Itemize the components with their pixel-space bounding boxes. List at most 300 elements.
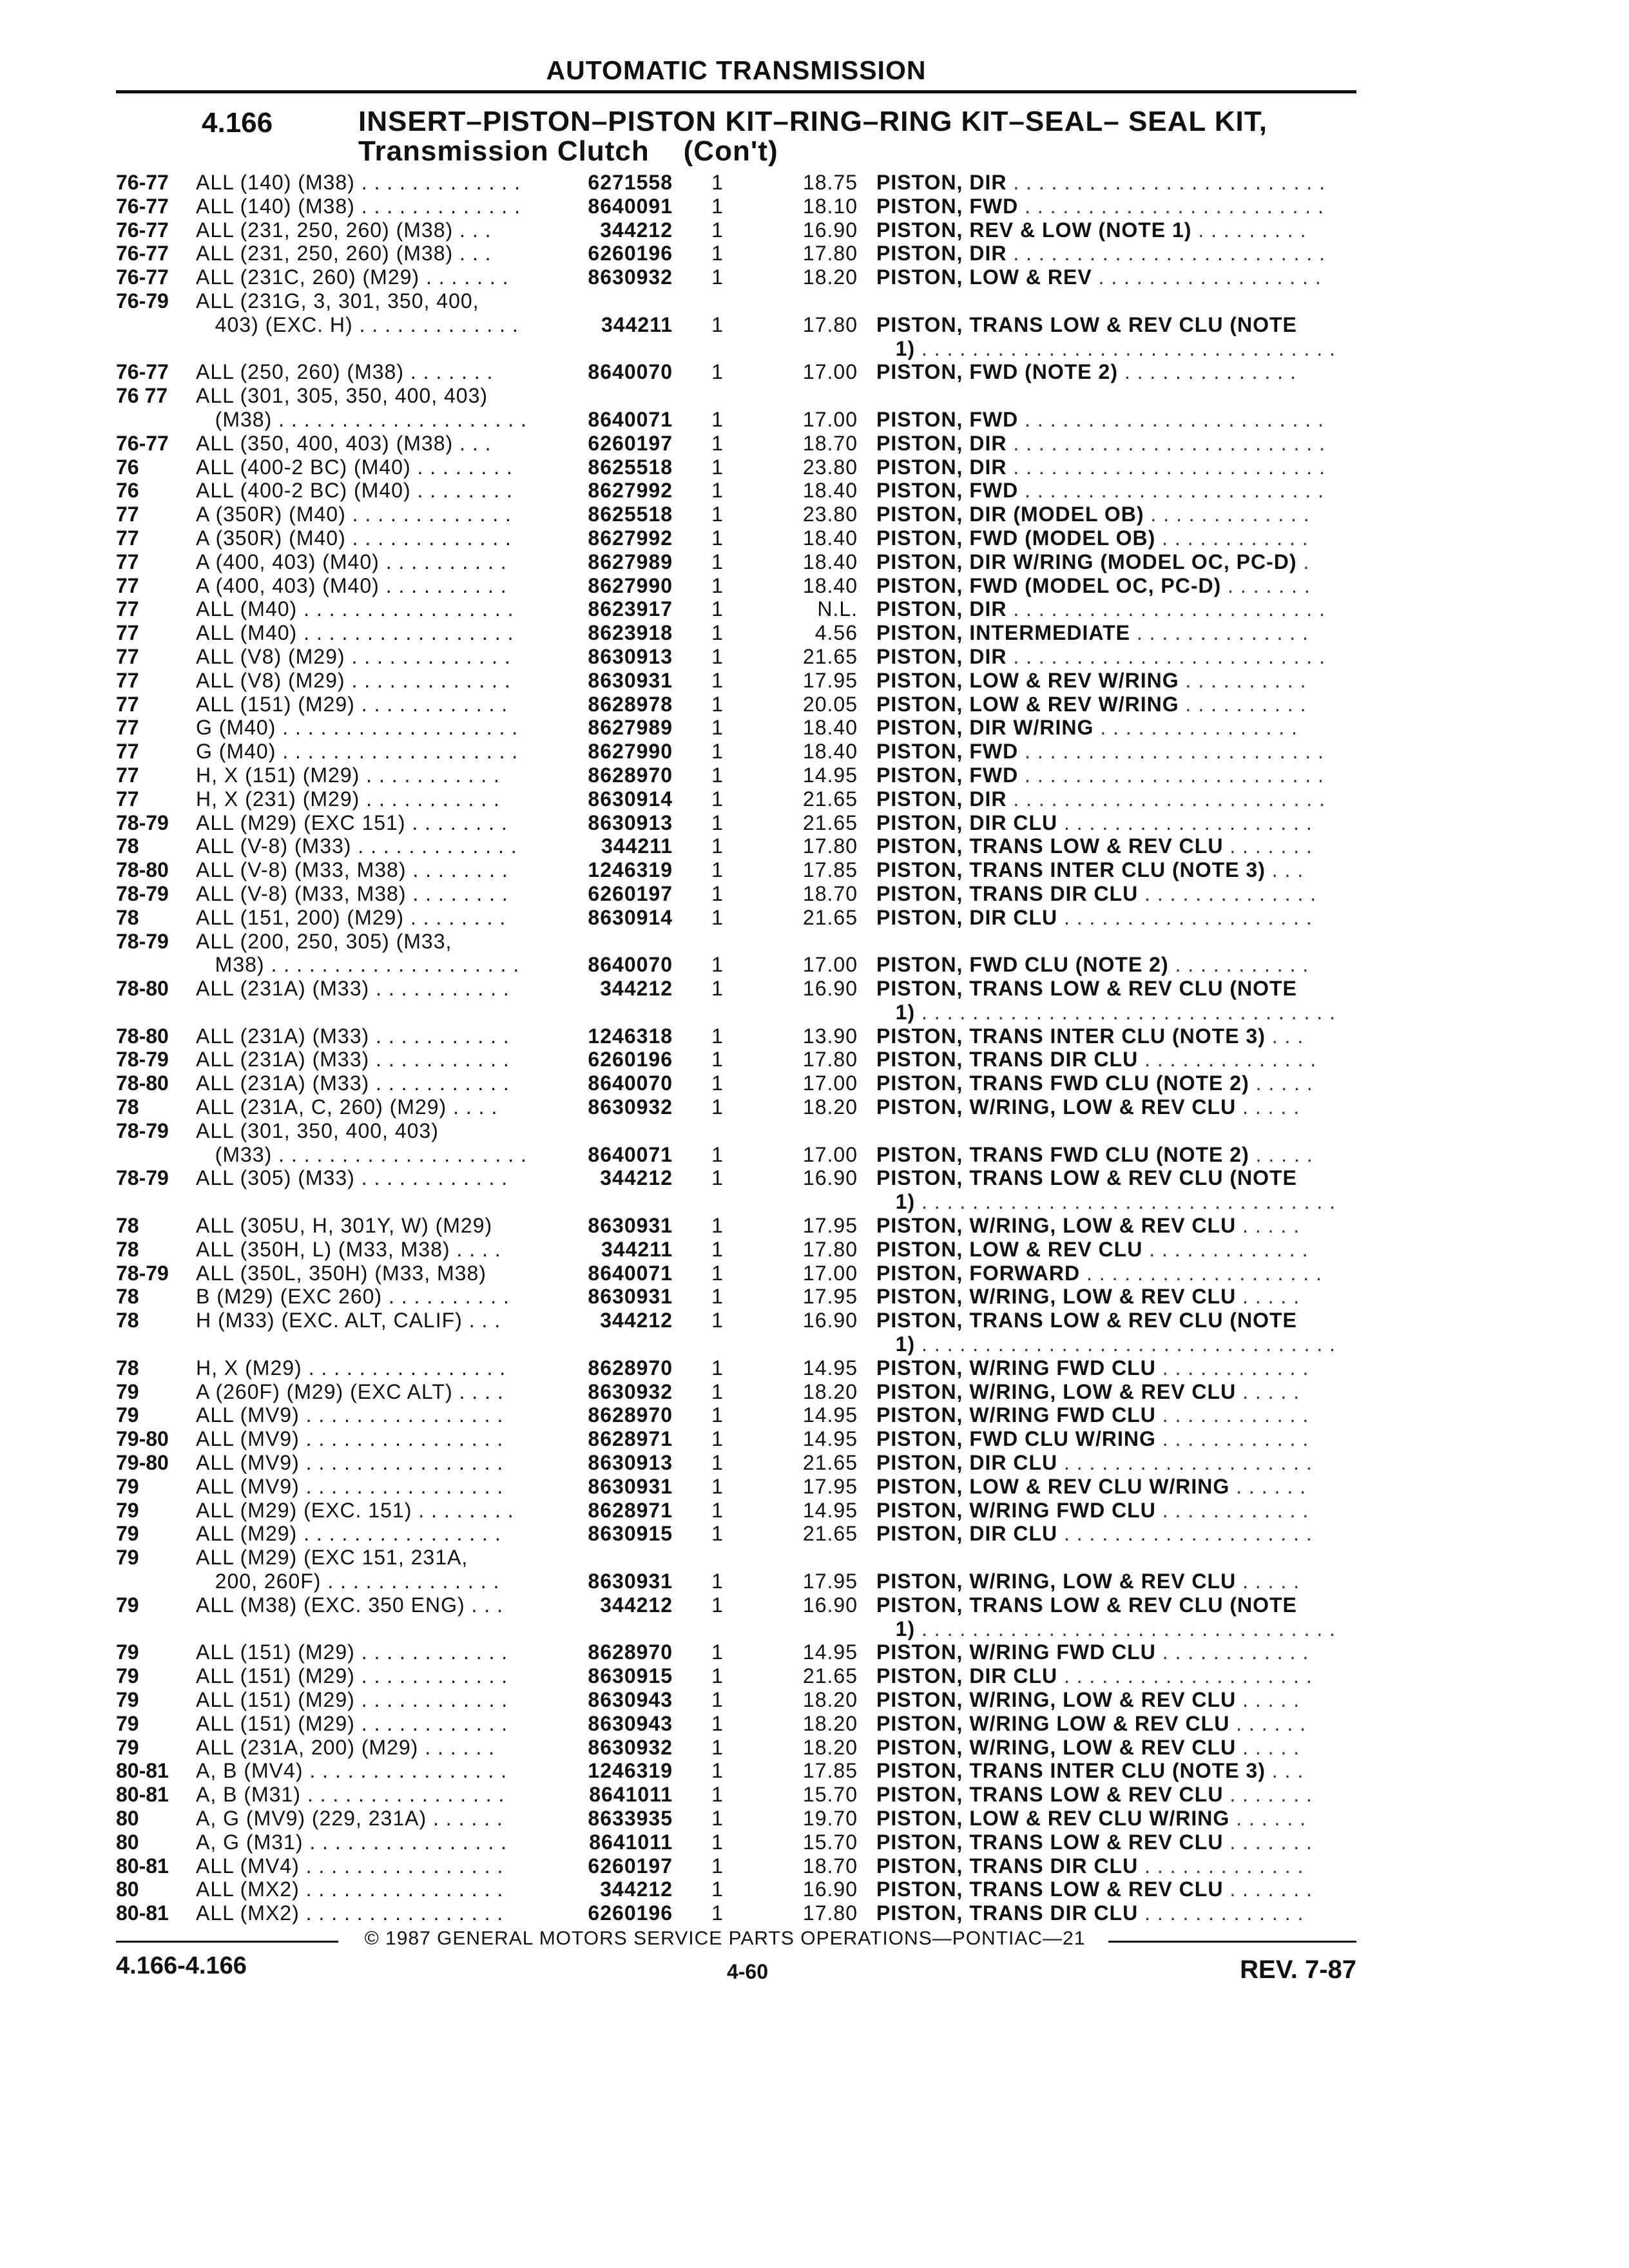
application-cell: A (400, 403) (M40) . . . . . . . . . . (196, 573, 507, 597)
description-leader: . . . . . . . . . (1191, 218, 1307, 242)
price-cell: 16.90 (802, 1878, 858, 1901)
year-cell: 77 (116, 550, 139, 573)
description-cell (876, 195, 1356, 218)
application-cell: G (M40) . . . . . . . . . . . . . . . . . . . (196, 716, 519, 740)
description-leader: . . . (1265, 1024, 1304, 1048)
quantity-cell: 1 (711, 1640, 723, 1664)
application-cell: ALL (200, 250, 305) (M33, (196, 929, 452, 953)
quantity-cell: 1 (711, 1522, 723, 1546)
quantity-cell: 1 (711, 953, 723, 977)
description-cell (876, 1048, 1356, 1072)
description-cell (876, 858, 1356, 882)
application-cell: ALL (M40) . . . . . . . . . . . . . . . . . (196, 597, 514, 621)
description-cell (876, 1190, 1356, 1214)
price-cell: 18.20 (802, 1688, 858, 1711)
application-cell: ALL (231A, C, 260) (M29) . . . . (196, 1095, 498, 1119)
description-cell (876, 1688, 1356, 1712)
year-cell: 76-77 (116, 242, 169, 265)
description-text: PISTON, DIR (876, 171, 1007, 194)
year-cell: 76-77 (116, 431, 169, 455)
price-cell: 18.20 (802, 265, 858, 289)
quantity-cell: 1 (711, 1024, 723, 1048)
table-row (0, 1214, 1629, 1238)
description-text: PISTON, LOW & REV CLU (876, 1237, 1143, 1261)
table-row (0, 1262, 1629, 1285)
price-cell: 18.40 (802, 526, 858, 550)
table-row (0, 218, 1629, 242)
description-leader: . . . . . . (1229, 1806, 1306, 1830)
quantity-cell: 1 (711, 1427, 723, 1451)
description-leader: . . . . . . . . . . . . (1155, 1403, 1309, 1427)
price-cell: 17.80 (802, 1048, 858, 1072)
quantity-cell: 1 (711, 1854, 723, 1878)
part-number-cell: 344212 (600, 1878, 673, 1901)
description-text: PISTON, TRANS DIR CLU (876, 1901, 1139, 1925)
year-cell: 78-80 (116, 1024, 169, 1048)
table-row (0, 693, 1629, 716)
year-cell: 78-80 (116, 858, 169, 882)
quantity-cell: 1 (711, 1451, 723, 1475)
description-cell (876, 1214, 1356, 1238)
description-text: PISTON, TRANS DIR CLU (876, 881, 1139, 905)
year-cell: 80 (116, 1830, 139, 1854)
quantity-cell: 1 (711, 668, 723, 692)
price-cell: 18.75 (802, 171, 858, 194)
year-cell: 78-79 (116, 881, 169, 905)
application-cell: ALL (M38) (EXC. 350 ENG) . . . (196, 1593, 503, 1617)
price-cell: 18.40 (802, 716, 858, 740)
description-leader: . . . . . . . . . . . . . . . . . . . . (1057, 1522, 1313, 1546)
year-cell: 80 (116, 1878, 139, 1901)
description-leader: . . . . . . . . . . . . . . . . . . . . . . . . (1018, 479, 1324, 503)
table-row (0, 313, 1629, 337)
description-leader: . . . . . . . (1223, 1878, 1313, 1901)
part-number-cell: 8623918 (588, 621, 673, 645)
price-cell: 17.95 (802, 1214, 858, 1238)
description-cell (876, 1285, 1356, 1309)
table-row (0, 1024, 1629, 1048)
table-row (0, 479, 1629, 503)
description-cell (876, 503, 1356, 526)
description-cell (876, 550, 1356, 574)
description-leader: . . . . . . . . . . . . . (1138, 1901, 1304, 1925)
description-leader: . . . . . . . . . . . . . . (1117, 360, 1296, 384)
quantity-cell: 1 (711, 218, 723, 242)
description-cell (876, 1356, 1356, 1380)
description-leader: . . . . . . . . . . . . . . . . . . . . . . . . . . . . . . . . . (915, 1617, 1336, 1640)
description-text: PISTON, DIR (876, 455, 1007, 479)
table-row (0, 289, 1629, 313)
part-number-cell: 8628970 (588, 1403, 673, 1427)
description-leader: . . . . . . . . . . . . . . . . . . . . (1057, 1664, 1313, 1688)
description-leader: . . . . . . . . . . . . (1155, 1427, 1309, 1451)
price-cell: 17.95 (802, 1285, 858, 1309)
description-leader: . . . . . . . . . . . . . . . . . . . . . . . . (1018, 194, 1324, 218)
table-row (0, 384, 1629, 408)
description-cell (876, 1427, 1356, 1451)
year-cell: 78-79 (116, 811, 169, 834)
description-cell (876, 1854, 1356, 1878)
page-header-title: AUTOMATIC TRANSMISSION (546, 55, 927, 85)
description-text: PISTON, FWD (876, 194, 1019, 218)
quantity-cell: 1 (711, 1783, 723, 1807)
description-leader: . . . . . . . . . . . . . . . . . . . . . . . . (1018, 740, 1324, 764)
application-cell: ALL (305U, H, 301Y, W) (M29) (196, 1214, 493, 1238)
description-text: PISTON, TRANS FWD CLU (NOTE 2) (876, 1142, 1249, 1166)
quantity-cell: 1 (711, 834, 723, 858)
description-cell (876, 313, 1356, 337)
year-cell: 79 (116, 1403, 139, 1427)
part-number-cell: 8640070 (588, 1072, 673, 1095)
description-cell (876, 787, 1356, 811)
price-cell: 21.65 (802, 1664, 858, 1688)
table-row (0, 1072, 1629, 1095)
description-text: PISTON, DIR (876, 431, 1007, 455)
quantity-cell: 1 (711, 1214, 723, 1238)
description-cell (876, 1166, 1356, 1190)
description-leader: . . . . . . . (1221, 573, 1311, 597)
description-text: PISTON, DIR CLU (876, 1522, 1058, 1546)
parts-table (0, 171, 1629, 1925)
table-row (0, 716, 1629, 740)
description-text: 1) (876, 1332, 916, 1356)
description-leader: . . . (1265, 1759, 1304, 1783)
description-leader: . . . . . . . . . . . . . . . . . . . . (1057, 811, 1313, 834)
price-cell: 16.90 (802, 218, 858, 242)
application-cell: ALL (V-8) (M33, M38) . . . . . . . . (196, 881, 508, 905)
description-leader: . . . . . . . . . . . . . . . . . . . . . . . . . (1007, 455, 1325, 479)
year-cell: 78 (116, 1285, 139, 1309)
quantity-cell: 1 (711, 1474, 723, 1498)
quantity-cell: 1 (711, 1142, 723, 1166)
description-cell (876, 764, 1356, 787)
description-cell (876, 265, 1356, 289)
quantity-cell: 1 (711, 905, 723, 929)
description-text: PISTON, LOW & REV W/RING (876, 692, 1179, 716)
part-number-cell: 8630932 (588, 1379, 673, 1403)
table-row (0, 526, 1629, 550)
description-text: PISTON, TRANS LOW & REV CLU (NOTE (876, 1166, 1297, 1190)
quantity-cell: 1 (711, 1309, 723, 1332)
table-row (0, 1048, 1629, 1072)
application-cell: ALL (V-8) (M33, M38) . . . . . . . . (196, 858, 508, 882)
table-row (0, 1332, 1629, 1356)
application-cell: ALL (301, 305, 350, 400, 403) (196, 384, 488, 408)
description-leader: . . . . . . . . . . . . . . . . . . . . . . . . (1018, 763, 1324, 787)
application-cell: ALL (350, 400, 403) (M38) . . . (196, 431, 492, 455)
description-text: PISTON, DIR (MODEL OB) (876, 503, 1144, 526)
description-leader: . . . . . . . . . . . . . (1138, 1854, 1304, 1878)
part-number-cell: 1246319 (588, 1759, 673, 1783)
part-number-cell: 6260196 (588, 242, 673, 265)
quantity-cell: 1 (711, 573, 723, 597)
year-cell: 78-79 (116, 1048, 169, 1072)
table-row (0, 834, 1629, 858)
description-text: PISTON, W/RING FWD CLU (876, 1498, 1156, 1522)
description-text: PISTON, W/RING, LOW & REV CLU (876, 1214, 1237, 1238)
year-cell: 76-79 (116, 289, 169, 312)
footer-rule-left (116, 1941, 338, 1943)
table-row (0, 621, 1629, 645)
price-cell: 17.80 (802, 1901, 858, 1925)
table-row (0, 1095, 1629, 1119)
quantity-cell: 1 (711, 1072, 723, 1095)
price-cell: 14.95 (802, 1427, 858, 1451)
description-text: PISTON, DIR CLU (876, 811, 1058, 834)
application-cell: ALL (MV9) . . . . . . . . . . . . . . . . (196, 1427, 504, 1451)
description-cell (876, 740, 1356, 764)
part-number-cell: 8630931 (588, 1214, 673, 1238)
part-number-cell: 8630932 (588, 1095, 673, 1119)
price-cell: 21.65 (802, 787, 858, 811)
year-cell: 77 (116, 668, 139, 692)
application-cell: ALL (M29) (EXC. 151) . . . . . . . . (196, 1498, 514, 1522)
application-cell: A (350R) (M40) . . . . . . . . . . . . . (196, 526, 512, 550)
quantity-cell: 1 (711, 881, 723, 905)
year-cell: 80-81 (116, 1759, 169, 1783)
table-row (0, 1380, 1629, 1404)
year-cell: 79 (116, 1522, 139, 1546)
description-cell (876, 1143, 1356, 1167)
description-leader: . . . . . . . . . . . . . . (1130, 621, 1309, 645)
year-cell: 80-81 (116, 1901, 169, 1925)
description-text: PISTON, TRANS LOW & REV CLU (NOTE (876, 1593, 1297, 1617)
description-cell (876, 242, 1356, 265)
year-cell: 77 (116, 503, 139, 526)
application-cell: 403) (EXC. H) . . . . . . . . . . . . . (196, 312, 519, 336)
table-row (0, 764, 1629, 787)
description-leader: . . . . . . . . . . . . . . . . . . . . . . . . . (1007, 171, 1325, 194)
application-cell: H (M33) (EXC. ALT, CALIF) . . . (196, 1309, 501, 1332)
description-cell (876, 218, 1356, 242)
application-cell: ALL (231A) (M33) . . . . . . . . . . . (196, 1024, 510, 1048)
description-cell (876, 1617, 1356, 1641)
year-cell: 79 (116, 1474, 139, 1498)
description-cell (876, 1380, 1356, 1404)
part-number-cell: 8627990 (588, 740, 673, 764)
table-row (0, 1238, 1629, 1262)
quantity-cell: 1 (711, 1095, 723, 1119)
application-cell: ALL (MX2) . . . . . . . . . . . . . . . . (196, 1901, 504, 1925)
price-cell: 14.95 (802, 1356, 858, 1379)
quantity-cell: 1 (711, 194, 723, 218)
year-cell: 79 (116, 1546, 139, 1570)
table-row (0, 882, 1629, 906)
application-cell: ALL (V-8) (M33) . . . . . . . . . . . . . (196, 834, 517, 858)
year-cell: 79 (116, 1711, 139, 1735)
description-leader: . . . . . . . . . . (1179, 668, 1307, 692)
application-cell: ALL (250, 260) (M38) . . . . . . . (196, 360, 494, 384)
application-cell: H, X (M29) . . . . . . . . . . . . . . . . (196, 1356, 506, 1379)
price-cell: 14.95 (802, 1640, 858, 1664)
table-row (0, 597, 1629, 621)
table-row (0, 811, 1629, 835)
quantity-cell: 1 (711, 312, 723, 336)
application-cell: ALL (M29) (EXC 151, 231A, (196, 1546, 468, 1570)
application-cell: ALL (140) (M38) . . . . . . . . . . . . . (196, 194, 521, 218)
description-leader: . . . . . . . . . . (1179, 692, 1307, 716)
part-number-cell: 8640071 (588, 407, 673, 431)
quantity-cell: 1 (711, 692, 723, 716)
quantity-cell: 1 (711, 407, 723, 431)
year-cell: 79 (116, 1379, 139, 1403)
quantity-cell: 1 (711, 1593, 723, 1617)
description-text: PISTON, REV & LOW (NOTE 1) (876, 218, 1192, 242)
part-number-cell: 1246319 (588, 858, 673, 882)
application-cell: G (M40) . . . . . . . . . . . . . . . . . . . (196, 740, 519, 764)
description-cell (876, 1570, 1356, 1593)
application-cell: A (400, 403) (M40) . . . . . . . . . . (196, 550, 507, 573)
part-number-cell: 8630931 (588, 668, 673, 692)
quantity-cell: 1 (711, 1664, 723, 1688)
year-cell: 77 (116, 716, 139, 740)
table-row (0, 1901, 1629, 1925)
description-leader: . . . . . . . . . . . . . . . . . . (1092, 265, 1322, 289)
description-cell (876, 479, 1356, 503)
description-leader: . . . . . . (1229, 1474, 1306, 1498)
price-cell: 18.20 (802, 1095, 858, 1119)
application-cell: A, G (MV9) (229, 231A) . . . . . . (196, 1806, 503, 1830)
description-leader: . . . . . . . . . . . . . . . . . . . (1080, 1261, 1322, 1285)
quantity-cell: 1 (711, 479, 723, 503)
description-cell (876, 977, 1356, 1001)
description-cell (876, 1332, 1356, 1356)
application-cell: ALL (MV4) . . . . . . . . . . . . . . . . (196, 1854, 504, 1878)
description-text: PISTON, LOW & REV (876, 265, 1092, 289)
price-cell: 21.65 (802, 905, 858, 929)
part-number-cell: 8640091 (588, 194, 673, 218)
application-cell: ALL (231A, 200) (M29) . . . . . . (196, 1735, 495, 1759)
table-row (0, 195, 1629, 218)
application-cell: ALL (140) (M38) . . . . . . . . . . . . . (196, 171, 521, 194)
year-cell: 77 (116, 763, 139, 787)
year-cell: 79 (116, 1688, 139, 1711)
quantity-cell: 1 (711, 1048, 723, 1072)
price-cell: 14.95 (802, 763, 858, 787)
footer-revision: REV. 7-87 (1240, 1956, 1356, 1984)
quantity-cell: 1 (711, 597, 723, 621)
description-cell (876, 432, 1356, 456)
part-number-cell: 8627989 (588, 550, 673, 573)
part-number-cell: 344212 (600, 218, 673, 242)
price-cell: 18.70 (802, 881, 858, 905)
description-cell (876, 408, 1356, 432)
year-cell: 77 (116, 526, 139, 550)
description-text: PISTON, W/RING, LOW & REV CLU (876, 1285, 1237, 1309)
description-leader: . . . . . . . . . . . . . . . . . . . . (1057, 905, 1313, 929)
description-text: PISTON, DIR W/RING (876, 716, 1094, 740)
description-leader: . . . . . (1236, 1095, 1300, 1119)
description-cell (876, 1759, 1356, 1783)
part-number-cell: 8630914 (588, 787, 673, 811)
application-cell: A, B (MV4) . . . . . . . . . . . . . . . . (196, 1759, 507, 1783)
price-cell: 17.00 (802, 1142, 858, 1166)
part-number-cell: 8627992 (588, 479, 673, 503)
description-text: PISTON, W/RING FWD CLU (876, 1640, 1156, 1664)
price-cell: 18.40 (802, 573, 858, 597)
description-cell (876, 621, 1356, 645)
year-cell: 77 (116, 692, 139, 716)
table-row (0, 1688, 1629, 1712)
quantity-cell: 1 (711, 526, 723, 550)
table-row (0, 1285, 1629, 1309)
part-number-cell: 344212 (600, 1309, 673, 1332)
application-cell: A, G (M31) . . . . . . . . . . . . . . . . (196, 1830, 507, 1854)
price-cell: 17.80 (802, 834, 858, 858)
description-leader: . . . . . (1249, 1142, 1313, 1166)
description-leader: . . . . . . . . . . . . . (1142, 1237, 1309, 1261)
description-cell (876, 360, 1356, 384)
application-cell: ALL (151, 200) (M29) . . . . . . . . (196, 905, 506, 929)
year-cell: 78 (116, 1214, 139, 1238)
part-number-cell: 8630914 (588, 905, 673, 929)
price-cell: 18.40 (802, 479, 858, 503)
description-cell (876, 906, 1356, 930)
description-cell (876, 1262, 1356, 1285)
description-leader: . . . . . . . . . . . . . (1144, 503, 1310, 526)
year-cell: 77 (116, 740, 139, 764)
quantity-cell: 1 (711, 1498, 723, 1522)
description-cell (876, 1095, 1356, 1119)
description-cell (876, 1736, 1356, 1760)
table-row (0, 1831, 1629, 1854)
year-cell: 78 (116, 1356, 139, 1379)
table-row (0, 1570, 1629, 1593)
part-number-cell: 8628971 (588, 1498, 673, 1522)
year-cell: 76-77 (116, 194, 169, 218)
table-row (0, 456, 1629, 479)
description-text: PISTON, TRANS INTER CLU (NOTE 3) (876, 1024, 1266, 1048)
price-cell: 14.95 (802, 1403, 858, 1427)
application-cell: ALL (M40) . . . . . . . . . . . . . . . . . (196, 621, 514, 645)
description-cell (876, 526, 1356, 550)
table-row (0, 1593, 1629, 1617)
quantity-cell: 1 (711, 360, 723, 384)
price-cell: 16.90 (802, 1309, 858, 1332)
application-cell: M38) . . . . . . . . . . . . . . . . . . . . (196, 953, 520, 977)
part-number-cell: 1246318 (588, 1024, 673, 1048)
description-text: PISTON, LOW & REV CLU W/RING (876, 1474, 1230, 1498)
table-row (0, 360, 1629, 384)
description-text: PISTON, W/RING LOW & REV CLU (876, 1711, 1230, 1735)
price-cell: 17.95 (802, 1570, 858, 1593)
table-row (0, 432, 1629, 456)
description-text: PISTON, TRANS DIR CLU (876, 1854, 1139, 1878)
year-cell: 78-80 (116, 977, 169, 1001)
price-cell: 16.90 (802, 1166, 858, 1190)
description-text: PISTON, FWD (MODEL OB) (876, 526, 1156, 550)
year-cell: 78 (116, 834, 139, 858)
description-leader: . . . (1265, 858, 1304, 882)
part-number-cell: 8628978 (588, 692, 673, 716)
description-text: PISTON, TRANS LOW & REV CLU (NOTE (876, 1309, 1297, 1332)
part-number-cell: 6260197 (588, 881, 673, 905)
description-leader: . . . . . . . . . . . . (1155, 1498, 1309, 1522)
description-text: PISTON, FWD (876, 479, 1019, 503)
description-leader: . . . . . (1236, 1214, 1300, 1238)
description-text: PISTON, TRANS LOW & REV CLU (876, 1783, 1224, 1807)
quantity-cell: 1 (711, 977, 723, 1001)
description-cell (876, 456, 1356, 479)
description-cell (876, 1499, 1356, 1523)
description-text: PISTON, DIR CLU (876, 1664, 1058, 1688)
part-number-cell: 8630943 (588, 1688, 673, 1711)
description-leader: . . . . . . . . . . . . . . . . . . . . . . . . . . . . . . . . . (915, 1190, 1336, 1214)
description-cell (876, 1024, 1356, 1048)
quantity-cell: 1 (711, 1711, 723, 1735)
quantity-cell: 1 (711, 1759, 723, 1783)
part-number-cell: 8628971 (588, 1427, 673, 1451)
